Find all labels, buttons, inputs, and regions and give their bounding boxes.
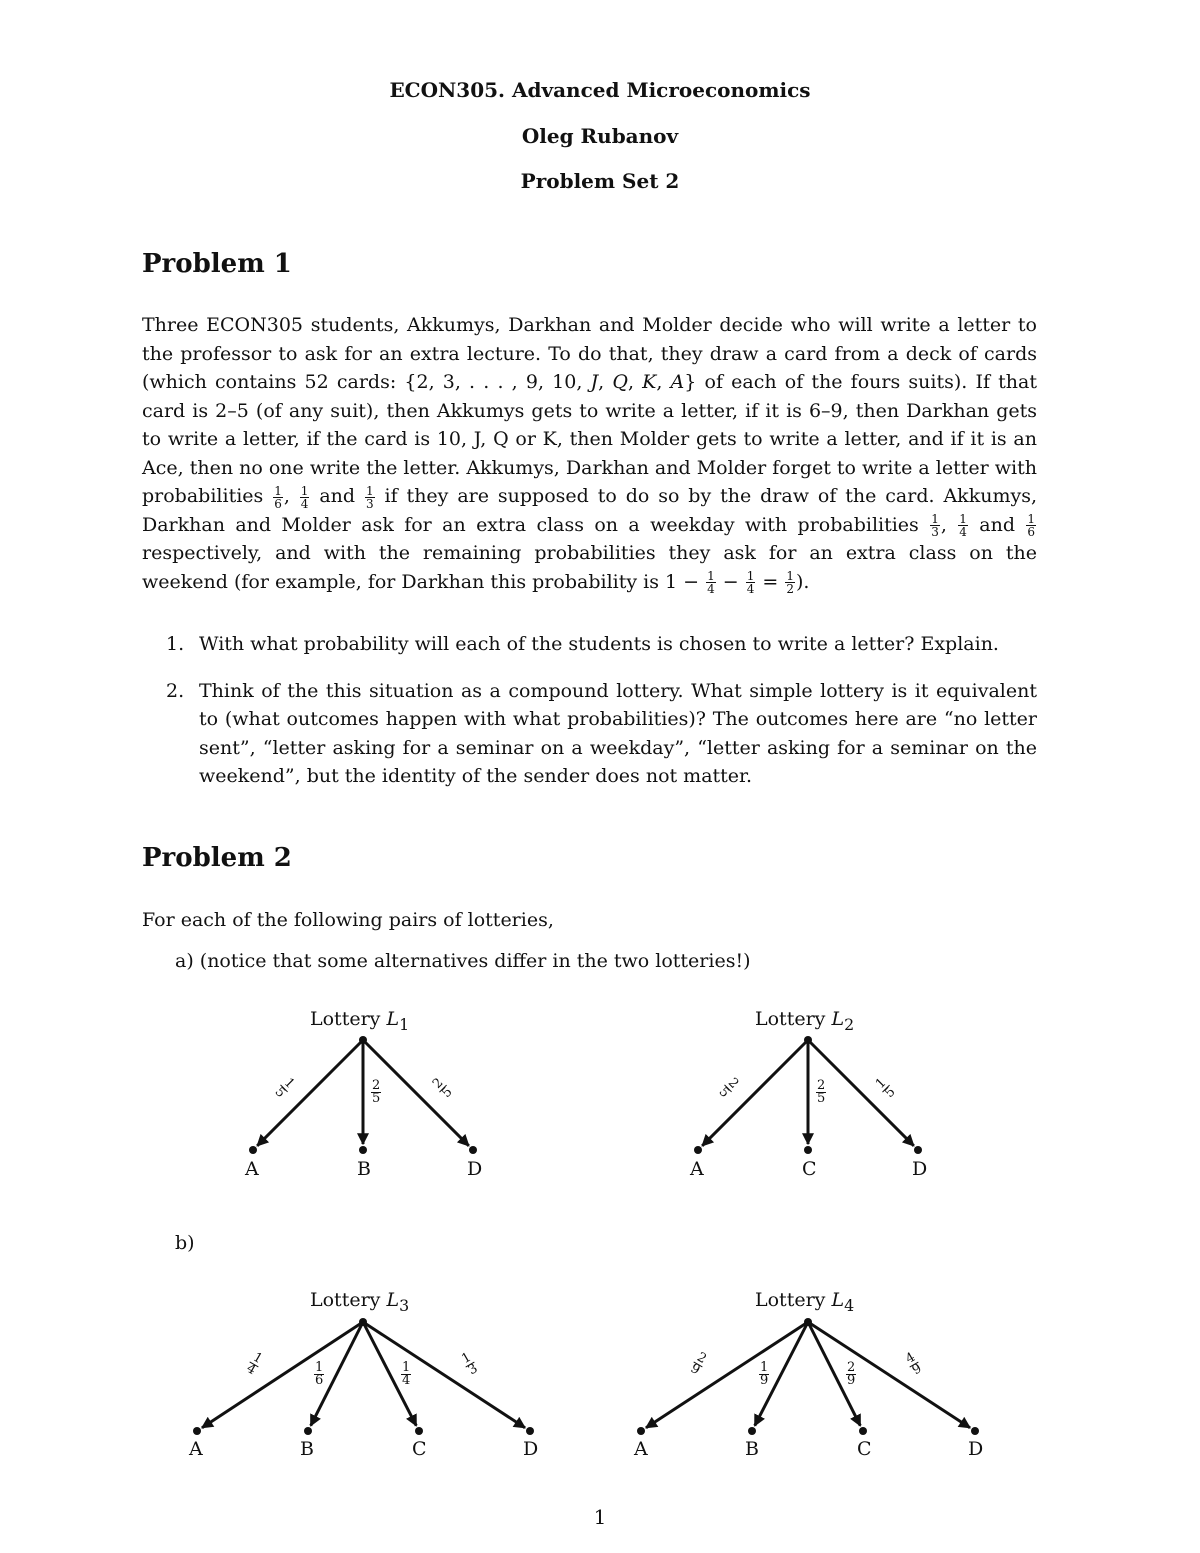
- outcome-label: C: [412, 1438, 427, 1460]
- fraction: $\frac{1}{4}$: [959, 512, 967, 539]
- part-a-label: a) (notice that some alternatives differ in the two lotteries!): [175, 950, 751, 972]
- outcome-label: B: [300, 1438, 314, 1460]
- lottery-2-title: Lottery $L_2$: [755, 1008, 855, 1034]
- outcome-label: B: [745, 1438, 759, 1460]
- lottery-3-title: Lottery $L_3$: [310, 1289, 410, 1315]
- leaf-node: [637, 1427, 645, 1435]
- edge-probability: $\frac{1}{4}$: [402, 1360, 411, 1388]
- leaf-node: [859, 1427, 867, 1435]
- problem-2-heading: Problem 2: [142, 843, 292, 873]
- leaf-node: [694, 1146, 702, 1154]
- leaf-node: [804, 1146, 812, 1154]
- edge-probability: $\frac{2}{9}$: [847, 1360, 856, 1388]
- edge-probability: $\frac{1}{9}$: [760, 1360, 769, 1388]
- edge-probability: 2 5: [715, 1075, 742, 1101]
- leaf-node: [526, 1427, 534, 1435]
- leaf-node: [249, 1146, 257, 1154]
- outcome-label: A: [245, 1158, 259, 1180]
- problem-1-text: Three ECON305 students, Akkumys, Darkhan and Molder decide who will write a letter to the professor to ask for an extra lecture. To do that, they draw a card from a deck of cards (which contains 52 cards: {2, 3, . . . , 9, 10, J, Q, K, A} of each of the fours suits). If that card is 2–5 (of any suit), then Akkumys gets to write a letter, if it is 6–9, then Darkhan gets to write a letter, if the card is 10, J, Q or K, then Molder gets to write a letter, and if it is an Ace, then no one write the letter. Akkumys, Darkhan and Molder forget to write a letter with probabilities $\frac{1}{6}$ , $\frac{1}{4}$ and $\frac{1}{3}$ if they are supposed to do so by the draw of the card. Akkumys, Darkhan and Molder ask for an extra class on a weekday with probabilities $\frac{1}{3}$ , $\frac{1}{4}$ and $\frac{1}{6}$ respectively, and with the remaining probabilities they ask for an extra class on the weekend (for example, for Darkhan this probability is 1 − $\frac{1}{4}$ − $\frac{1}{4}$ = $\frac{1}{2}$ ).: [142, 314, 1037, 596]
- outcome-label: D: [968, 1438, 984, 1460]
- fraction: $\frac{1}{3}$: [931, 512, 939, 539]
- outcome-label: D: [467, 1158, 483, 1180]
- outcome-label: B: [357, 1158, 371, 1180]
- edge-probability: 1 3: [459, 1349, 481, 1379]
- outcome-label: D: [912, 1158, 928, 1180]
- part-b-label: b): [175, 1232, 195, 1254]
- lottery-1-title: Lottery $L_1$: [310, 1008, 410, 1034]
- leaf-node: [469, 1146, 477, 1154]
- leaf-node: [971, 1427, 979, 1435]
- fraction: $\frac{1}{2}$: [786, 569, 795, 596]
- edge-probability: 2 5: [429, 1075, 456, 1101]
- fraction: $\frac{1}{4}$: [707, 569, 715, 596]
- problem-set-title: Problem Set 2: [520, 169, 680, 193]
- fraction: $\frac{1}{6}$: [274, 483, 282, 511]
- outcome-label: A: [690, 1158, 704, 1180]
- list-item: 1. With what probability will each of the students is chosen to write a letter? Explain.: [166, 633, 999, 655]
- fraction: $\frac{1}{6}$: [1027, 512, 1035, 539]
- tree-edge: [202, 1322, 363, 1428]
- problem-2-intro: For each of the following pairs of lotteries,: [142, 909, 554, 931]
- edge-probability: 1 4: [243, 1349, 265, 1379]
- leaf-node: [193, 1427, 201, 1435]
- outcome-label: C: [802, 1158, 817, 1180]
- outcome-label: A: [634, 1438, 648, 1460]
- author-name: Oleg Rubanov: [521, 124, 679, 148]
- outcome-label: C: [857, 1438, 872, 1460]
- leaf-node: [914, 1146, 922, 1154]
- leaf-node: [415, 1427, 423, 1435]
- fraction: $\frac{1}{3}$: [365, 483, 374, 511]
- edge-probability: $\frac{2}{5}$: [817, 1078, 826, 1106]
- tree-edge: [646, 1322, 808, 1428]
- lottery-4-title: Lottery $L_4$: [755, 1289, 855, 1315]
- edge-probability: $\frac{1}{6}$: [315, 1360, 324, 1388]
- leaf-node: [748, 1427, 756, 1435]
- page-number: 1: [593, 1505, 607, 1529]
- fraction: $\frac{1}{4}$: [300, 483, 309, 511]
- leaf-node: [304, 1427, 312, 1435]
- tree-edge: [808, 1322, 970, 1428]
- edge-probability: 1 5: [872, 1075, 899, 1101]
- problem-1-heading: Problem 1: [142, 249, 292, 279]
- edge-probability: 1 5: [271, 1075, 298, 1101]
- fraction: $\frac{1}{4}$: [746, 569, 755, 596]
- leaf-node: [359, 1146, 367, 1154]
- edge-probability: $\frac{2}{5}$: [372, 1078, 381, 1106]
- course-title: ECON305. Advanced Microeconomics: [389, 78, 811, 102]
- edge-probability: 4 9: [903, 1349, 925, 1379]
- tree-edge: [363, 1322, 525, 1428]
- outcome-label: A: [189, 1438, 203, 1460]
- edge-probability: 2 9: [687, 1349, 709, 1379]
- outcome-label: D: [523, 1438, 539, 1460]
- list-item: 2. Think of the this situation as a compound lottery. What simple lottery is it equivalent to (what outcomes happen with what probabilities)? The outcomes here are “no letter sent”, “letter asking for a seminar on a weekday”, “letter asking for a seminar on the weekend”, but the identity of the sender does not matter.: [166, 679, 1037, 787]
